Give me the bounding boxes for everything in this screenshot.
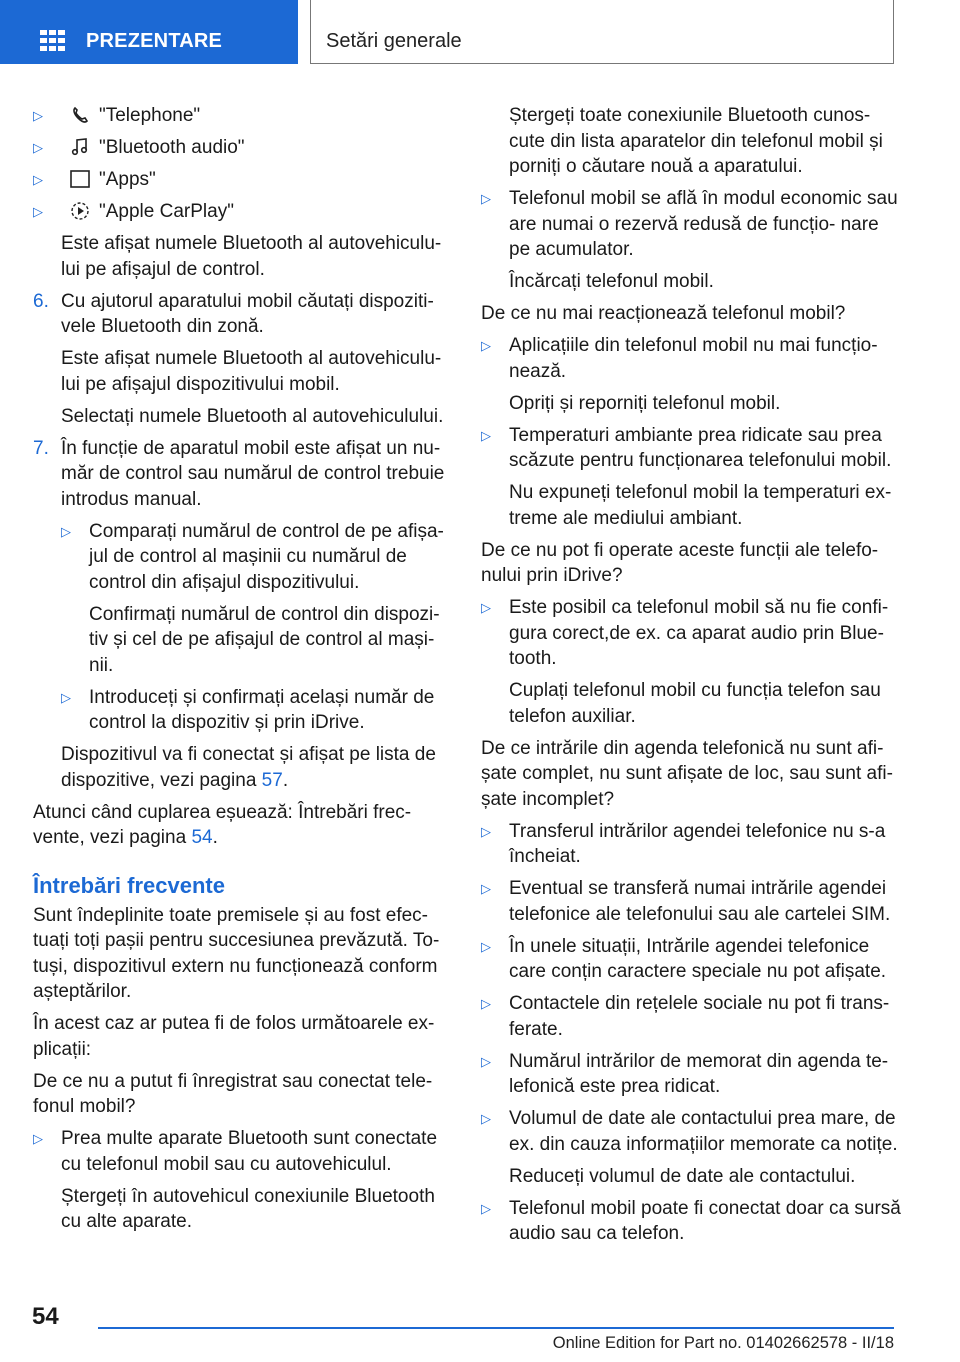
paragraph: Opriți și reporniți telefonul mobil. — [509, 392, 781, 414]
bullet-text: Comparați numărul de control de pe afișa- jul de control al mașinii cu numărul de control din afișajul dispozitivului. — [89, 520, 444, 593]
menu-item-bluetooth-audio — [33, 135, 453, 161]
triangle-bullet-icon: ▷ — [61, 689, 71, 705]
menu-item-label: "Bluetooth audio" — [99, 137, 245, 158]
bullet-item — [481, 333, 901, 384]
triangle-bullet-icon: ▷ — [33, 108, 43, 123]
section-title: Setări generale — [326, 30, 462, 52]
left-column — [33, 103, 453, 1241]
faq-question: De ce intrările din agenda telefonică nu sunt afi- șate complet, nu sunt afișate de loc, sau sunt afi- șate incomplet? — [481, 737, 893, 810]
paragraph: Cuplați telefonul mobil cu funcția telefon sau telefon auxiliar. — [509, 680, 881, 727]
telephone-icon — [69, 105, 91, 125]
faq-heading: Întrebări frecvente — [33, 872, 225, 898]
bullet-item — [33, 519, 453, 596]
bullet-item — [481, 819, 901, 870]
triangle-bullet-icon: ▷ — [481, 881, 491, 896]
bullet-item — [481, 423, 901, 474]
edition-footer: Online Edition for Part no. 01402662578 - II/18 — [552, 1334, 894, 1352]
menu-item-apps — [33, 167, 453, 193]
triangle-bullet-icon: ▷ — [481, 1111, 491, 1126]
bullet-text: Aplicațiile din telefonul mobil nu mai funcțio- nează. — [509, 335, 878, 382]
apps-square-icon — [69, 169, 91, 189]
triangle-bullet-icon: ▷ — [481, 938, 491, 954]
menu-item-apple-carplay — [33, 199, 453, 225]
triangle-bullet-icon: ▷ — [481, 1200, 491, 1216]
bullet-item — [481, 934, 901, 985]
paragraph: Este afișat numele Bluetooth al autovehiculu- lui pe afișajul de control. — [61, 233, 442, 280]
paragraph: Sunt îndeplinite toate premisele și au fost efec- tuați toți pașii pentru succesiunea prevăzută. To- tuși, dispozitivul extern nu funcționează conform așteptărilor. — [33, 904, 440, 1002]
triangle-bullet-icon: ▷ — [481, 191, 491, 206]
menu-item-label: "Apple CarPlay" — [99, 201, 234, 222]
bullet-item — [33, 685, 453, 736]
paragraph: Ștergeți toate conexiunile Bluetooth cunos- cute din lista aparatelor din telefonul mobil și porniți o căutare nouă a aparatului. — [509, 105, 883, 177]
carplay-icon — [69, 201, 91, 221]
step-text: În funcție de aparatul mobil este afișat un nu- măr de control sau numărul de control trebuie introdus manual. — [61, 437, 445, 510]
paragraph: Nu expuneți telefonul mobil la temperaturi ex- treme ale mediului ambiant. — [509, 482, 892, 529]
triangle-bullet-icon: ▷ — [33, 172, 43, 187]
faq-question: De ce nu mai reacționează telefonul mobil? — [481, 303, 846, 324]
faq-question: De ce nu pot fi operate aceste funcții ale telefo- nului prin iDrive? — [481, 539, 879, 586]
bullet-text: Transferul intrărilor agendei telefonice nu s-a încheiat. — [509, 820, 886, 867]
step-number: 7. — [33, 437, 49, 459]
music-note-icon — [69, 137, 91, 157]
bullet-item — [481, 876, 901, 927]
chapter-tab — [0, 0, 298, 64]
triangle-bullet-icon: ▷ — [481, 1053, 491, 1069]
paragraph: Ștergeți în autovehicul conexiunile Bluetooth cu alte aparate. — [61, 1185, 435, 1232]
triangle-bullet-icon: ▷ — [33, 204, 43, 219]
bullet-item — [481, 1106, 901, 1157]
step-7 — [33, 436, 453, 513]
triangle-bullet-icon: ▷ — [33, 140, 43, 155]
paragraph: Este afișat numele Bluetooth al autovehiculu- lui pe afișajul dispozitivului mobil. — [61, 348, 442, 395]
bullet-text: Telefonul mobil se află în modul economic sau are numai o rezervă redusă de funcțio- nare pe acumulator. — [509, 188, 898, 260]
bullet-item — [33, 1126, 453, 1177]
chapter-label: PREZENTARE — [86, 30, 223, 52]
bullet-text: Numărul intrărilor de memorat din agenda te- lefonică este prea ridicat. — [509, 1050, 889, 1097]
bullet-item — [481, 595, 901, 672]
triangle-bullet-icon: ▷ — [481, 823, 491, 839]
bullet-text: Volumul de date ale contactului prea mare, de ex. din cauza informațiilor memorate ca notițe. — [509, 1108, 898, 1155]
paragraph: Atunci când cuplarea eșuează: Întrebări frec- vente, vezi pagina 54. — [33, 801, 412, 848]
step-number: 6. — [33, 290, 49, 312]
triangle-bullet-icon: ▷ — [481, 338, 491, 353]
footer-divider — [98, 1327, 894, 1329]
bullet-text: Temperaturi ambiante prea ridicate sau prea scăzute pentru funcționarea telefonului mobil. — [509, 424, 892, 471]
triangle-bullet-icon: ▷ — [61, 523, 71, 539]
menu-item-label: "Apps" — [99, 169, 156, 190]
triangle-bullet-icon: ▷ — [481, 600, 491, 615]
step-6 — [33, 289, 453, 340]
bullet-item — [481, 991, 901, 1042]
page-link-54[interactable]: 54 — [191, 827, 213, 848]
bullet-text: Contactele din rețelele sociale nu pot fi trans- ferate. — [509, 993, 890, 1040]
section-header — [310, 0, 894, 64]
paragraph: Încărcați telefonul mobil. — [509, 271, 714, 292]
page-number: 54 — [32, 1303, 59, 1330]
triangle-bullet-icon: ▷ — [481, 996, 491, 1011]
bullet-text: Introduceți și confirmați același număr de control la dispozitiv și prin iDrive. — [89, 686, 435, 733]
right-column — [481, 103, 901, 1253]
bullet-text: Eventual se transferă numai intrările agendei telefonice ale telefonului sau ale cartelei SIM. — [509, 878, 891, 925]
triangle-bullet-icon: ▷ — [33, 1131, 43, 1146]
bullet-item — [481, 186, 901, 263]
bullet-text: Este posibil ca telefonul mobil să nu fie confi- gura corect,de ex. ca aparat audio prin Blue- tooth. — [509, 597, 889, 669]
menu-item-telephone — [33, 103, 453, 129]
bullet-text: Telefonul mobil poate fi conectat doar ca sursă audio sau ca telefon. — [509, 1197, 901, 1244]
paragraph: Selectați numele Bluetooth al autovehiculului. — [61, 405, 444, 427]
paragraph: Reduceți volumul de date ale contactului. — [509, 1165, 856, 1187]
bullet-item — [481, 1196, 901, 1247]
paragraph: Dispozitivul va fi conectat și afișat pe lista de dispozitive, vezi pagina 57. — [61, 744, 436, 791]
menu-item-label: "Telephone" — [99, 105, 201, 126]
paragraph: Confirmați numărul de control din dispozi- tiv și cel de pe afișajul de control al mași- nii. — [89, 603, 440, 676]
bullet-item — [481, 1049, 901, 1100]
faq-question: De ce nu a putut fi înregistrat sau conectat tele- fonul mobil? — [33, 1070, 433, 1117]
bullet-text: Prea multe aparate Bluetooth sunt conectate cu telefonul mobil sau cu autovehiculul. — [61, 1128, 438, 1175]
step-text: Cu ajutorul aparatului mobil căutați dispoziti- vele Bluetooth din zonă. — [61, 290, 434, 337]
paragraph: În acest caz ar putea fi de folos următoarele ex- plicații: — [33, 1013, 435, 1060]
grid-menu-icon — [40, 30, 66, 52]
bullet-text: În unele situații, Intrările agendei telefonice care conțin caractere speciale nu pot afișate. — [509, 935, 887, 982]
triangle-bullet-icon: ▷ — [481, 427, 491, 443]
page-link-57[interactable]: 57 — [261, 769, 283, 791]
